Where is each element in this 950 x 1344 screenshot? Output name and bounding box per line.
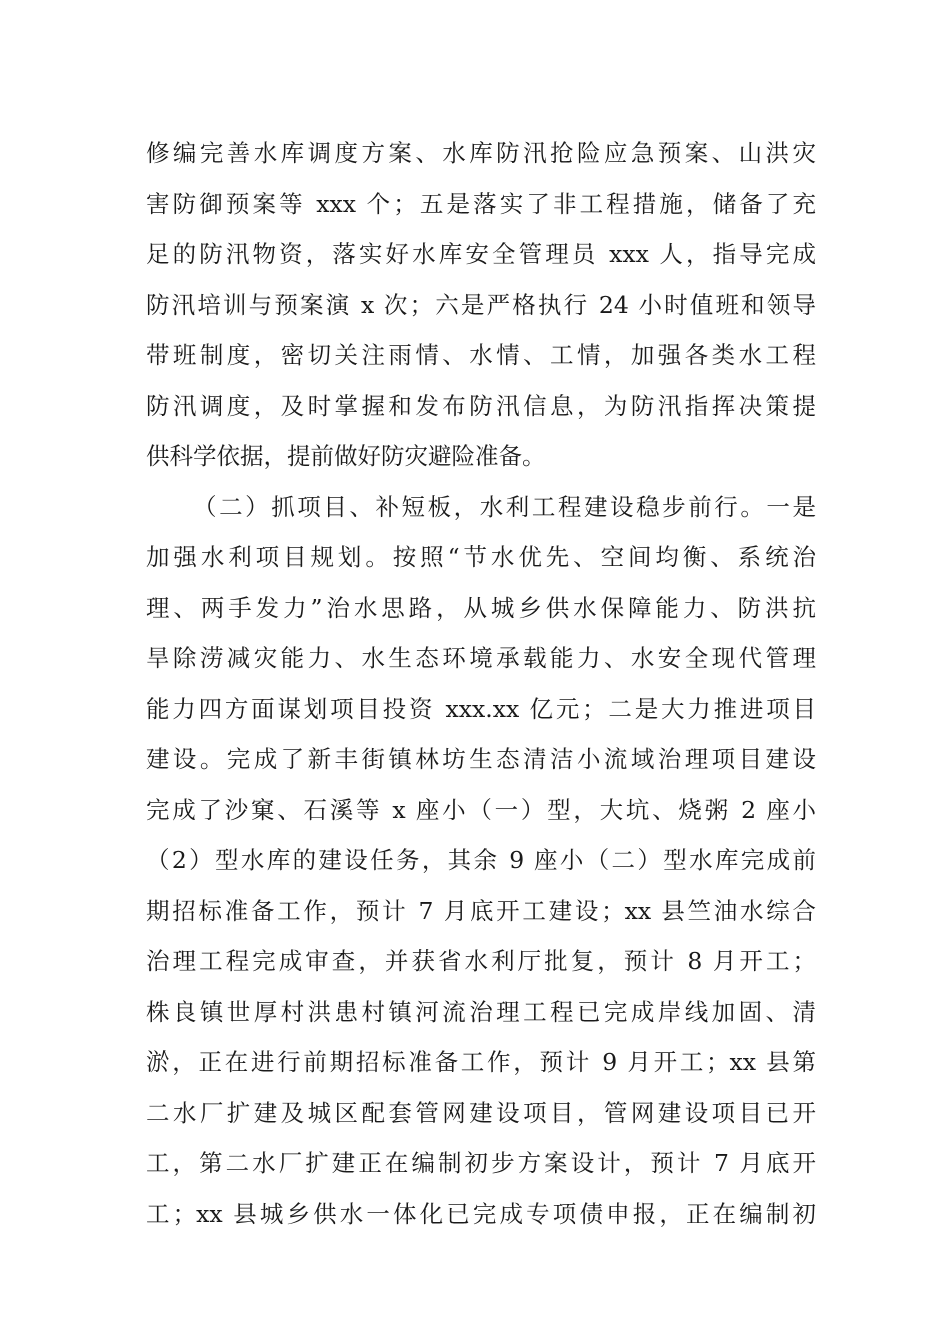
text-line: 修编完善水库调度方案、水库防汛抢险应急预案、山洪灾 (146, 139, 816, 167)
text-line: 完成了沙窠、石溪等 x 座小（一）型，大坑、烧粥 2 座小 (146, 795, 816, 824)
paragraph-start-line: （二）抓项目、补短板，水利工程建设稳步前行。一是 (193, 492, 816, 521)
text-line: 治理工程完成审查，并获省水利厅批复，预计 8 月开工； (146, 947, 816, 975)
text-line: 二水厂扩建及城区配套管网建设项目，管网建设项目已开 (146, 1098, 816, 1127)
text-line: 加强水利项目规划。按照“节水优先、空间均衡、系统治 (146, 543, 816, 571)
text-line: 防汛培训与预案演 x 次；六是严格执行 24 小时值班和领导 (146, 290, 816, 319)
text-line: 害防御预案等 xxx 个；五是落实了非工程措施，储备了充 (146, 189, 816, 218)
text-line: 带班制度，密切关注雨情、水情、工情，加强各类水工程 (146, 341, 816, 369)
body-text (146, 128, 816, 1239)
text-line: 能力四方面谋划项目投资 xxx.xx 亿元；二是大力推进项目 (146, 694, 816, 723)
text-line: 株良镇世厚村洪患村镇河流治理工程已完成岸线加固、清 (146, 997, 816, 1026)
text-line: 足的防汛物资，落实好水库安全管理员 xxx 人，指导完成 (146, 240, 816, 268)
text-line: 建设。完成了新丰街镇林坊生态清洁小流域治理项目建设 (146, 745, 816, 773)
text-line: 工，第二水厂扩建正在编制初步方案设计，预计 7 月底开 (146, 1149, 816, 1177)
text-line: 旱除涝减灾能力、水生态环境承载能力、水安全现代管理 (146, 644, 816, 672)
text-line: 防汛调度，及时掌握和发布防汛信息，为防汛指挥决策提 (146, 391, 816, 420)
paragraph-end-line: 供科学依据，提前做好防灾避险准备。 (146, 442, 546, 470)
text-line: 淤，正在进行前期招标准备工作，预计 9 月开工；xx 县第 (146, 1048, 816, 1076)
text-line: 理、两手发力”治水思路，从城乡供水保障能力、防洪抗 (146, 593, 816, 622)
text-line: （2）型水库的建设任务，其余 9 座小（二）型水库完成前 (146, 846, 816, 874)
text-line: 工；xx 县城乡供水一体化已完成专项债申报，正在编制初 (146, 1199, 816, 1228)
text-line: 期招标准备工作，预计 7 月底开工建设；xx 县竺油水综合 (146, 896, 816, 925)
